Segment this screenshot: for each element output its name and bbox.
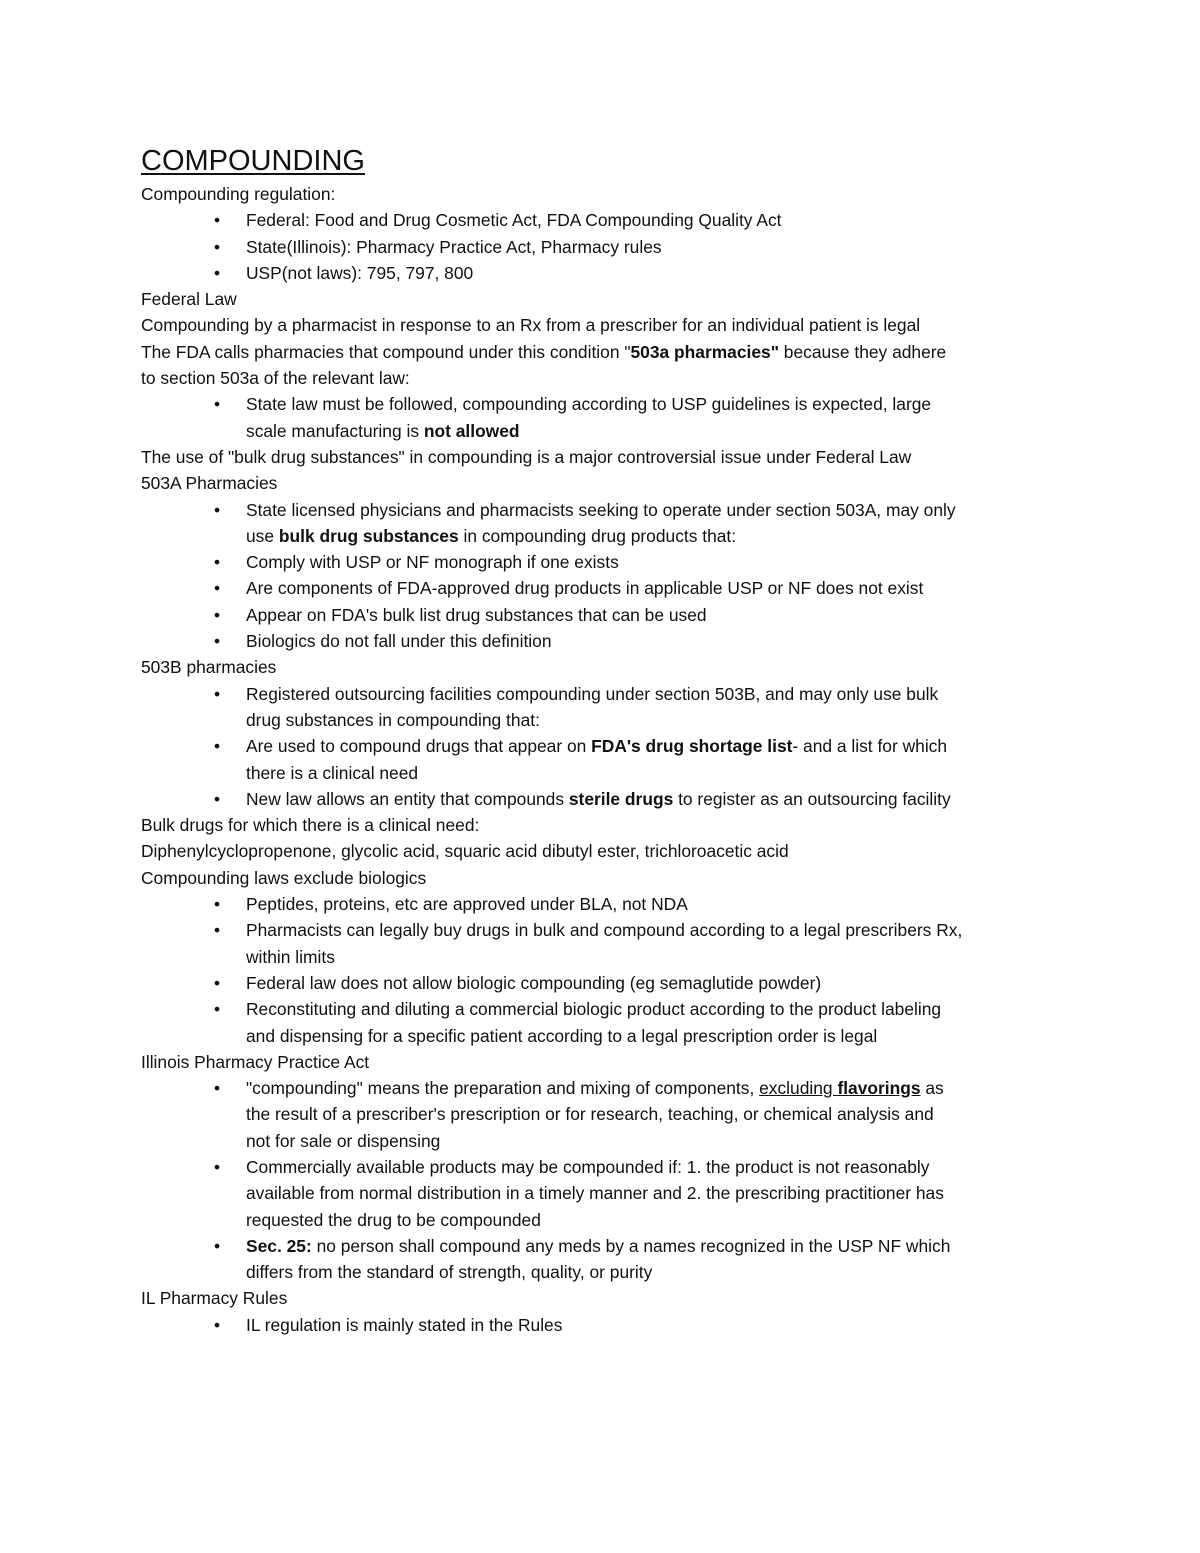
list-item	[141, 891, 1076, 917]
bullet-icon: •	[214, 788, 221, 809]
paragraph-line	[141, 339, 1076, 365]
bullet-icon: •	[214, 1078, 221, 1099]
bullet-icon: •	[214, 999, 221, 1020]
list-item-line	[246, 891, 1076, 917]
bullet-icon: •	[214, 552, 221, 573]
list-item-line	[246, 1233, 1076, 1259]
list-item-line	[246, 260, 1076, 286]
list-item-line	[246, 1259, 1076, 1285]
bullet-icon: •	[214, 894, 221, 915]
list-item	[141, 628, 1076, 654]
text-run: scale manufacturing is	[246, 420, 424, 441]
text-run: as	[920, 1078, 944, 1099]
list-item	[141, 1312, 1076, 1338]
bullet-icon: •	[214, 1235, 221, 1256]
list-item-line	[246, 602, 1076, 628]
bullet-icon: •	[214, 1314, 221, 1335]
list-item	[141, 1233, 1076, 1286]
text-run: to section 503a of the relevant law:	[141, 368, 410, 389]
text-run: Sec. 25:	[246, 1235, 312, 1256]
bullet-icon: •	[214, 210, 221, 231]
text-run: not allowed	[423, 420, 520, 441]
list-item-line	[246, 944, 1076, 970]
text-run: Bulk drugs for which there is a clinical need:	[141, 815, 480, 836]
paragraph-line	[141, 286, 1076, 312]
text-run: Diphenylcyclopropenone, glycolic acid, squaric acid dibutyl ester, trichloroacetic acid	[141, 841, 789, 862]
list-item	[141, 733, 1076, 786]
list-item-line	[246, 1075, 1076, 1101]
list-item	[141, 549, 1076, 575]
list-item-line	[246, 575, 1076, 601]
text-run: Appear on FDA's bulk list drug substances that can be used	[246, 604, 707, 625]
list-item-line	[246, 707, 1076, 733]
text-run: Federal Law	[141, 289, 237, 310]
text-run: USP(not laws): 795, 797, 800	[246, 262, 474, 283]
list-item	[141, 786, 1076, 812]
text-run: 503a pharmacies"	[630, 341, 779, 362]
text-run: there is a clinical need	[246, 762, 419, 783]
text-run: Illinois Pharmacy Practice Act	[141, 1051, 370, 1072]
text-run: and dispensing for a specific patient according to a legal prescription order is legal	[246, 1025, 878, 1046]
list-item-line	[246, 786, 1076, 812]
list-item-line	[246, 996, 1076, 1022]
bullet-icon: •	[214, 631, 221, 652]
list-item	[141, 917, 1076, 970]
text-run: Compounding regulation:	[141, 184, 336, 204]
list-item	[141, 575, 1076, 601]
paragraph-line	[141, 444, 1076, 470]
bullet-icon: •	[214, 604, 221, 625]
list-item-line	[246, 1101, 1076, 1127]
text-run: State licensed physicians and pharmacists seeking to operate under section 503A, may only	[246, 499, 956, 520]
text-run: FDA's drug shortage list	[591, 736, 793, 757]
text-run: - and a list for which	[792, 736, 948, 757]
text-run: IL regulation is mainly stated in the Rules	[246, 1314, 563, 1335]
text-run: differs from the standard of strength, quality, or purity	[246, 1262, 653, 1283]
bullet-icon: •	[214, 972, 221, 993]
bullet-icon: •	[214, 683, 221, 704]
list-item-line	[246, 497, 1076, 523]
text-run: Are components of FDA-approved drug products in applicable USP or NF does not exist	[246, 578, 924, 599]
paragraph-line	[141, 865, 1076, 891]
text-run: Compounding by a pharmacist in response to an Rx from a prescriber for an individual patient is legal	[141, 315, 921, 336]
text-run: "compounding" means the preparation and mixing of components,	[246, 1078, 760, 1099]
list-item-line	[246, 418, 1076, 444]
text-run: The FDA calls pharmacies that compound under this condition "	[141, 341, 631, 362]
list-item-line	[246, 917, 1076, 943]
text-run: excluding	[759, 1078, 838, 1099]
list-item-line	[246, 1312, 1076, 1338]
list-item-line	[246, 681, 1076, 707]
list-item	[141, 497, 1076, 550]
list-item-line	[246, 1023, 1076, 1049]
paragraph-line	[141, 312, 1076, 338]
text-run: because they adhere	[778, 341, 947, 362]
text-run: The use of "bulk drug substances" in compounding is a major controversial issue under Federal Law	[141, 446, 912, 467]
text-run: Reconstituting and diluting a commercial biologic product according to the product labeling	[246, 999, 942, 1020]
list-item	[141, 260, 1076, 286]
list-item	[141, 207, 1076, 233]
text-run: State law must be followed, compounding according to USP guidelines is expected, large	[246, 394, 932, 415]
text-run: within limits	[246, 946, 335, 967]
text-run: use	[246, 525, 279, 546]
list-item	[141, 391, 1076, 444]
text-run: Registered outsourcing facilities compounding under section 503B, and may only use bulk	[246, 683, 939, 704]
list-item-line	[246, 970, 1076, 996]
text-run: IL Pharmacy Rules	[141, 1288, 288, 1309]
list-item-line	[246, 1154, 1076, 1180]
text-run: sterile drugs	[568, 788, 674, 809]
paragraph-line	[141, 181, 1076, 207]
text-run: Federal law does not allow biologic compounding (eg semaglutide powder)	[246, 972, 822, 993]
document-body	[141, 181, 1076, 1338]
list-item	[141, 681, 1076, 734]
list-item-line	[246, 549, 1076, 575]
text-run: New law allows an entity that compounds	[246, 788, 569, 809]
text-run: Pharmacists can legally buy drugs in bulk and compound according to a legal prescribers Rx,	[246, 920, 963, 941]
paragraph-line	[141, 838, 1076, 864]
list-item-line	[246, 628, 1076, 654]
paragraph-line	[141, 1049, 1076, 1075]
text-run: available from normal distribution in a timely manner and 2. the prescribing practitioner has	[246, 1183, 944, 1204]
text-run: Federal: Food and Drug Cosmetic Act, FDA Compounding Quality Act	[246, 210, 782, 231]
bullet-icon: •	[214, 262, 221, 283]
bullet-icon: •	[214, 578, 221, 599]
list-item-line	[246, 207, 1076, 233]
paragraph-line	[141, 1285, 1076, 1311]
paragraph-line	[141, 812, 1076, 838]
bullet-icon: •	[214, 1156, 221, 1177]
list-item	[141, 970, 1076, 996]
list-item-line	[246, 1207, 1076, 1233]
bullet-icon: •	[214, 499, 221, 520]
text-run: 503A Pharmacies	[141, 473, 278, 494]
text-run: the result of a prescriber's prescription or for research, teaching, or chemical analysis and	[246, 1104, 934, 1125]
bullet-icon: •	[214, 736, 221, 757]
text-run: in compounding drug products that:	[458, 525, 737, 546]
text-run: Commercially available products may be compounded if: 1. the product is not reasonably	[246, 1156, 930, 1177]
bullet-icon: •	[214, 920, 221, 941]
text-run: flavorings	[837, 1078, 921, 1099]
list-item-line	[246, 523, 1076, 549]
text-run: drug substances in compounding that:	[246, 709, 540, 730]
list-item-line	[246, 1128, 1076, 1154]
text-run: State(Illinois): Pharmacy Practice Act, Pharmacy rules	[246, 236, 662, 257]
text-run: Comply with USP or NF monograph if one exists	[246, 552, 619, 573]
text-run: to register as an outsourcing facility	[673, 788, 951, 809]
list-item	[141, 1075, 1076, 1154]
text-run: Biologics do not fall under this definition	[246, 631, 552, 652]
text-run: Compounding laws exclude biologics	[141, 867, 427, 888]
list-item	[141, 996, 1076, 1049]
bullet-icon: •	[214, 236, 221, 257]
text-run: no person shall compound any meds by a names recognized in the USP NF which	[311, 1235, 951, 1256]
list-item-line	[246, 1180, 1076, 1206]
paragraph-line	[141, 470, 1076, 496]
list-item-line	[246, 760, 1076, 786]
list-item-line	[246, 234, 1076, 260]
list-item	[141, 602, 1076, 628]
text-run: Peptides, proteins, etc are approved under BLA, not NDA	[246, 894, 688, 915]
bullet-icon: •	[214, 394, 221, 415]
text-run: 503B pharmacies	[141, 657, 277, 678]
list-item	[141, 234, 1076, 260]
text-run: bulk drug substances	[278, 525, 459, 546]
paragraph-line	[141, 654, 1076, 680]
list-item-line	[246, 391, 1076, 417]
list-item-line	[246, 733, 1076, 759]
text-run: requested the drug to be compounded	[246, 1209, 541, 1230]
paragraph-line	[141, 365, 1076, 391]
text-run: Are used to compound drugs that appear on	[246, 736, 592, 757]
document-title: COMPOUNDING	[141, 145, 365, 177]
list-item	[141, 1154, 1076, 1233]
text-run: not for sale or dispensing	[246, 1130, 441, 1151]
